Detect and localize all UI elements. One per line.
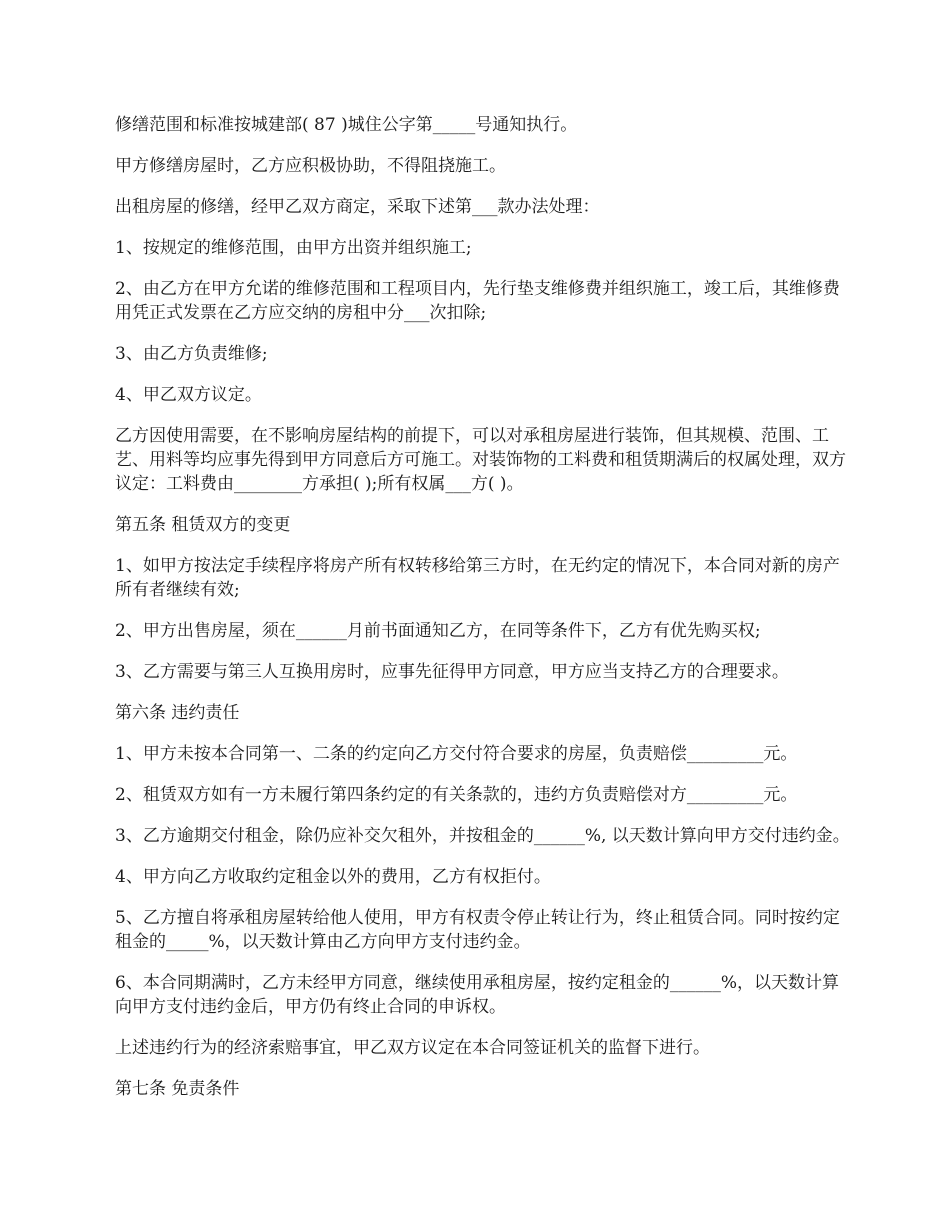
section-heading-article-7: 第七条 免责条件 [115, 1079, 240, 1099]
list-item-repair-option-3: 3、由乙方负责维修; [115, 344, 268, 364]
list-item-breach-2: 2、租赁双方如有一方未履行第四条约定的有关条款的，违约方负责赔偿对方_________元。 [115, 785, 798, 805]
list-item-breach-4: 4、甲方向乙方收取约定租金以外的费用，乙方有权拒付。 [115, 867, 551, 887]
list-item-repair-option-4: 4、甲乙双方议定。 [115, 385, 262, 405]
paragraph-repair-method: 出租房屋的修缮，经甲乙双方商定，采取下述第___款办法处理： [115, 197, 600, 217]
section-heading-article-6: 第六条 违约责任 [115, 703, 240, 723]
paragraph-decoration: 乙方因使用需要，在不影响房屋结构的前提下，可以对承租房屋进行装饰，但其规模、范围、工艺、用料等均应事先得到甲方同意后方可施工。对装饰物的工料费和租赁期满后的权属处理，双方议定：工料费由________方承担( );所有权属___方( )。 [115, 426, 846, 494]
document-body [115, 113, 855, 1118]
list-item-change-2: 2、甲方出售房屋，须在______月前书面通知乙方，在同等条件下，乙方有优先购买权; [115, 621, 761, 641]
list-item-breach-5: 5、乙方擅自将承租房屋转给他人使用，甲方有权责令停止转让行为，终止租赁合同。同时按约定租金的_____%，以天数计算由乙方向甲方支付违约金。 [115, 908, 840, 952]
list-item-breach-6: 6、本合同期满时，乙方未经甲方同意，继续使用承租房屋，按约定租金的______%，以天数计算向甲方支付违约金后，甲方仍有终止合同的申诉权。 [115, 973, 839, 1017]
list-item-breach-3: 3、乙方逾期交付租金，除仍应补交欠租外，并按租金的______%, 以天数计算向甲方交付违约金。 [115, 826, 850, 846]
paragraph-repair-standard: 修缮范围和标准按城建部( 87 )城住公字第_____号通知执行。 [115, 115, 578, 135]
list-item-change-1: 1、如甲方按法定手续程序将房产所有权转移给第三方时，在无约定的情况下，本合同对新的房产所有者继续有效; [115, 556, 840, 600]
list-item-repair-option-1: 1、按规定的维修范围，由甲方出资并组织施工; [115, 238, 472, 258]
paragraph-breach-supervision: 上述违约行为的经济索赔事宜，甲乙双方议定在本合同签证机关的监督下进行。 [115, 1038, 710, 1058]
paragraph-repair-cooperation: 甲方修缮房屋时，乙方应积极协助，不得阻挠施工。 [115, 156, 506, 176]
list-item-breach-1: 1、甲方未按本合同第一、二条的约定向乙方交付符合要求的房屋，负责赔偿_________元。 [115, 744, 798, 764]
list-item-change-3: 3、乙方需要与第三人互换用房时，应事先征得甲方同意，甲方应当支持乙方的合理要求。 [115, 662, 789, 682]
section-heading-article-5: 第五条 租赁双方的变更 [115, 515, 291, 535]
list-item-repair-option-2: 2、由乙方在甲方允诺的维修范围和工程项目内，先行垫支维修费并组织施工，竣工后，其维修费用凭正式发票在乙方应交纳的房租中分___次扣除; [115, 279, 840, 323]
